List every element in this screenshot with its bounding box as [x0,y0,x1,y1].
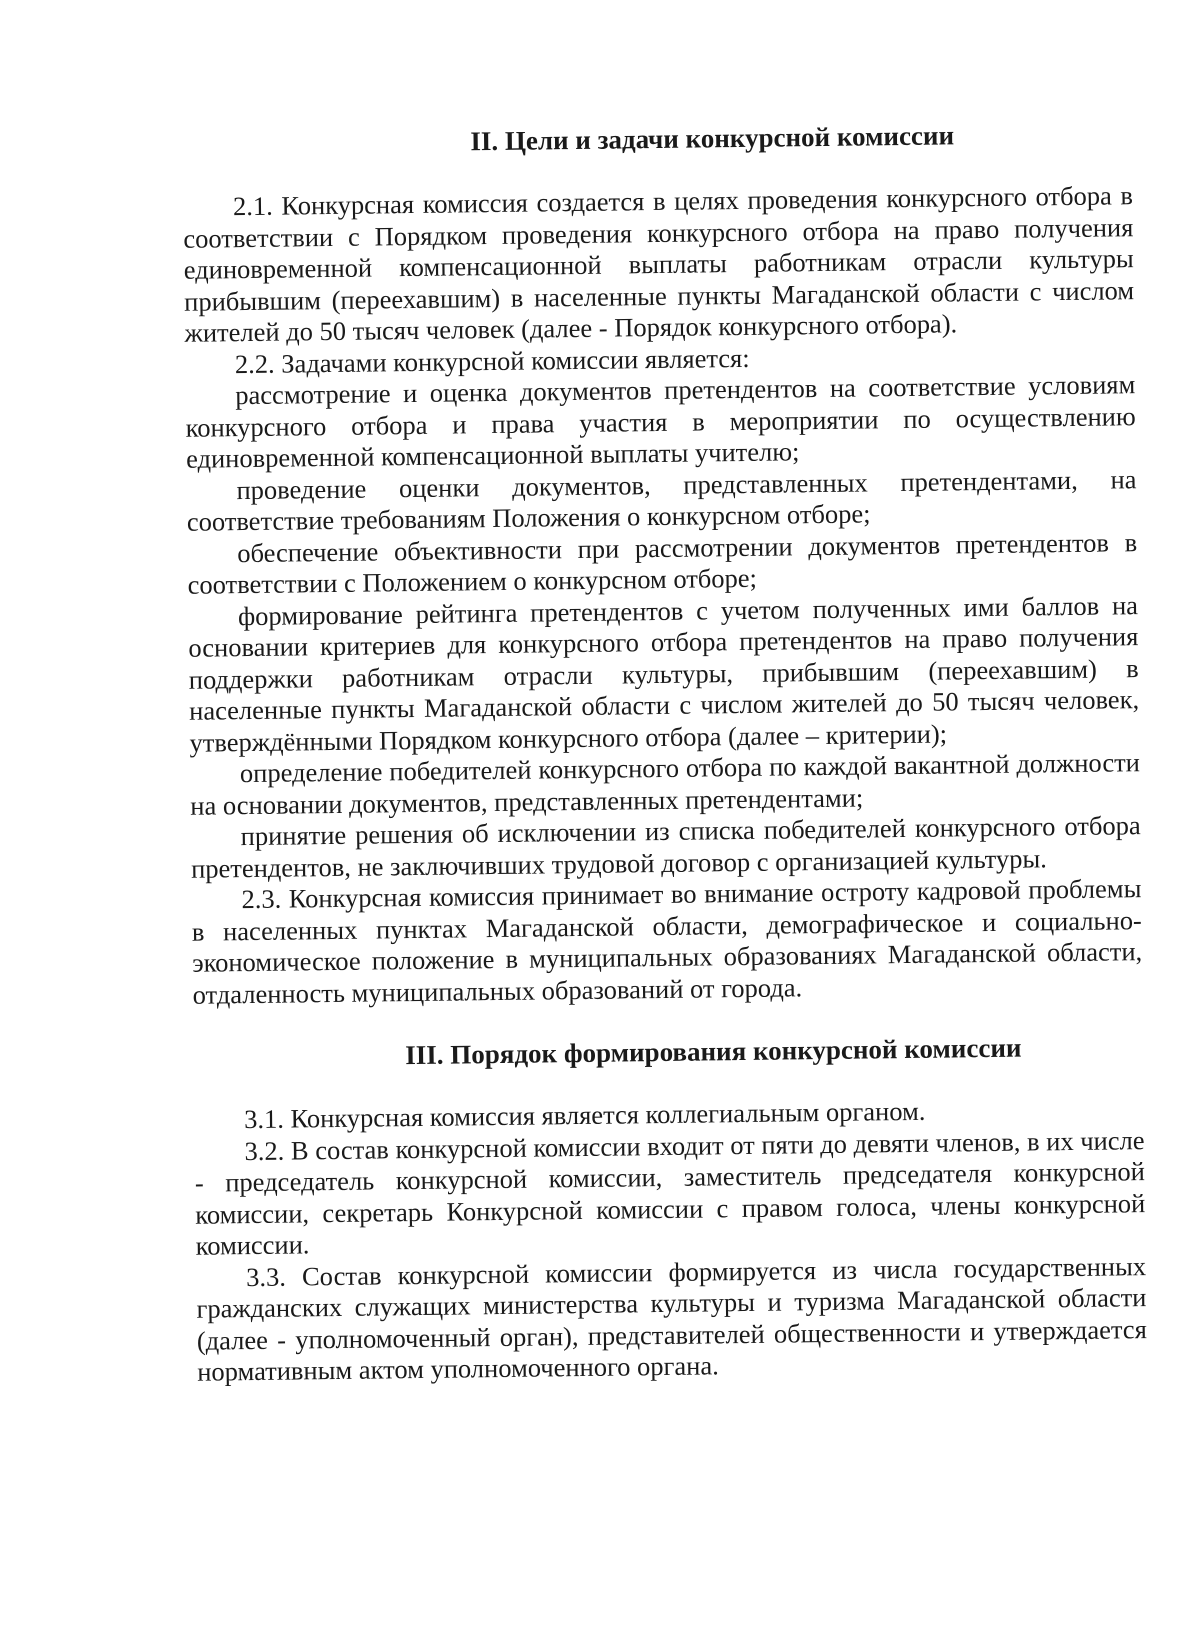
task-item-exclusion: принятие решения об исключении из списка победителей конкурсного отбора претендентов, не заключивших трудовой договор с организацией культуры. [190,810,1141,884]
task-item-objectivity: обеспечение объективности при рассмотрении документов претендентов в соответствии с Положением о конкурсном отборе; [187,526,1138,600]
section-2-title: II. Цели и задачи конкурсной комиссии [470,120,955,157]
paragraph-3-1: 3.1. Конкурсная комиссия является коллегиальным органом. [243,1095,926,1135]
section-3-title: III. Порядок формирования конкурсной комиссии [405,1032,1022,1071]
task-item-assessment: проведение оценки документов, представленных претендентами, на соответствие требованиям Положения о конкурсном отборе; [186,463,1137,537]
paragraph-2-2: 2.2. Задачами конкурсной комиссии является: [234,342,750,379]
paragraph-3-3: 3.3. Состав конкурсной комиссии формируется из числа государственных гражданских служащих министерства культуры и туризма Магаданской области (далее - уполномоченный орган), представителей общественности и утверждается нормативным актом уполномоченного органа. [196,1250,1147,1387]
task-item-rating: формирование рейтинга претендентов с учетом полученных ими баллов на основании критериев для конкурсного отбора претендентов на право получения поддержки работникам отрасли культуры, прибывшим (переехавшим) в населенные пункты Магаданской области с числом жителей до 50 тысяч человек, утверждёнными Порядком конкурсного отбора (далее – критерии); [188,589,1140,758]
paragraph-3-2: 3.2. В состав конкурсной комиссии входит от пяти до девяти членов, в их числе - председатель конкурсной комиссии, заместитель председателя конкурсной комиссии, секретарь Конкурсной комиссии с правом голоса, члены конкурсной комиссии. [194,1124,1146,1261]
task-item-winners: определение победителей конкурсного отбора по каждой вакантной должности на основании документов, представленных претендентами; [190,747,1141,821]
task-item-review: рассмотрение и оценка документов претендентов на соответствие условиям конкурсного отбора и права участия в мероприятии по осуществлению единовременной компенсационной выплаты учителю; [185,369,1136,474]
paragraph-2-3: 2.3. Конкурсная комиссия принимает во внимание остроту кадровой проблемы в населенных пунктах Магаданской области, демографическое и социально-экономическое положение в муниципальных образованиях Магаданской области, отдаленность муниципальных образований от города. [191,873,1143,1010]
paragraph-2-1: 2.1. Конкурсная комиссия создается в целях проведения конкурсного отбора в соответствии с Порядком проведения конкурсного отбора на право получения единовременной компенсационной выплаты работникам отрасли культуры прибывшим (переехавшим) в населенные пункты Магаданской области с числом жителей до 50 тысяч человек (далее - Порядок конкурсного отбора). [183,180,1135,348]
document-page [182,116,1147,1388]
